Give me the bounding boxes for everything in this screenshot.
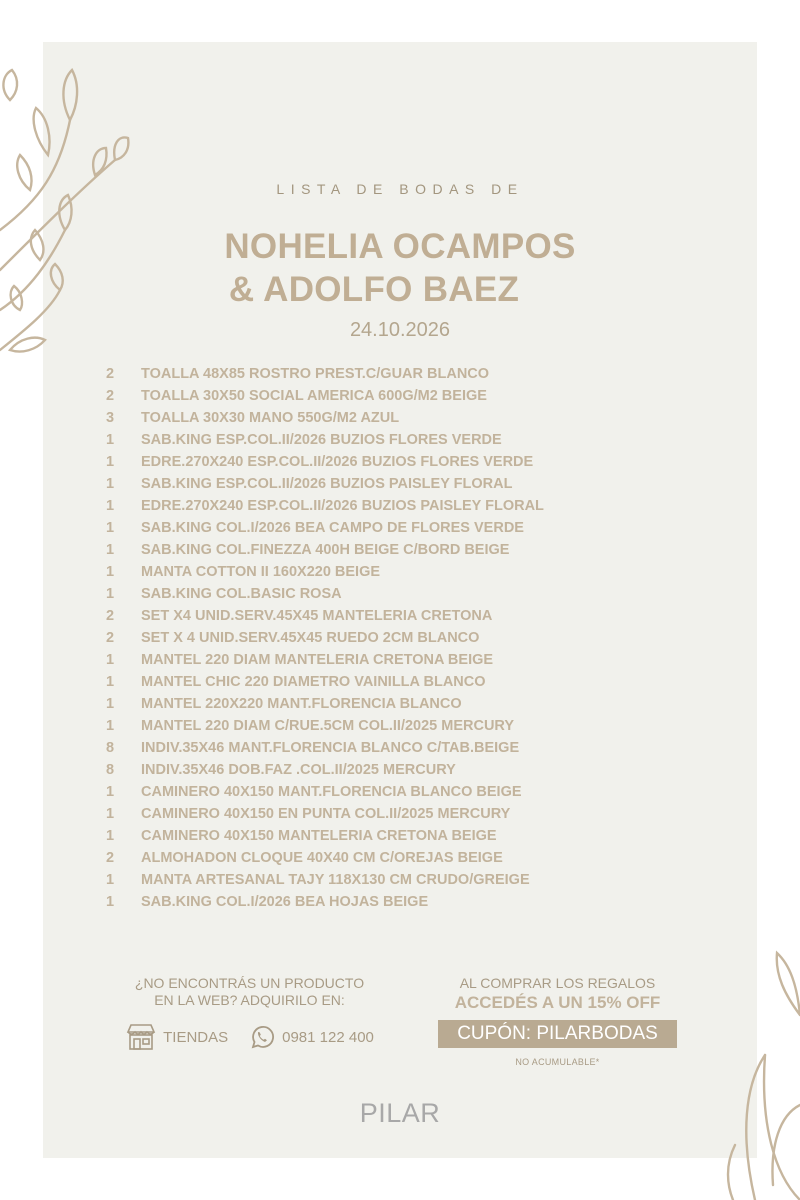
- item-desc: SAB.KING ESP.COL.II/2026 BUZIOS FLORES VERDE: [141, 432, 502, 448]
- store-info: [112, 975, 387, 1051]
- item-desc: SAB.KING COL.I/2026 BEA CAMPO DE FLORES VERDE: [141, 520, 524, 536]
- item-qty: 2: [106, 630, 115, 646]
- list-item: [106, 693, 544, 715]
- stores-label: TIENDAS: [163, 1028, 229, 1046]
- wedding-date: 24.10.2026: [349, 319, 451, 341]
- item-qty: 1: [106, 894, 115, 910]
- item-qty: 1: [106, 498, 115, 514]
- item-qty: 2: [106, 388, 115, 404]
- item-desc: SET X4 UNID.SERV.45X45 MANTELERIA CRETONA: [141, 608, 493, 624]
- item-qty: 2: [106, 850, 115, 866]
- item-desc: MANTEL 220 DIAM C/RUE.5CM COL.II/2025 MERCURY: [141, 718, 515, 734]
- list-item: [106, 847, 544, 869]
- item-desc: MANTEL 220X220 MANT.FLORENCIA BLANCO: [141, 696, 462, 712]
- item-desc: ALMOHADON CLOQUE 40X40 CM C/OREJAS BEIGE: [141, 850, 503, 866]
- list-item: [106, 583, 544, 605]
- item-qty: 2: [106, 608, 115, 624]
- list-item: [106, 605, 544, 627]
- item-desc: TOALLA 30X30 MANO 550G/M2 AZUL: [141, 410, 400, 426]
- item-qty: 1: [106, 542, 115, 558]
- item-desc: SAB.KING COL.FINEZZA 400H BEIGE C/BORD BEIGE: [141, 542, 510, 558]
- store-icon: [125, 1023, 157, 1051]
- item-desc: SET X 4 UNID.SERV.45X45 RUEDO 2CM BLANCO: [141, 630, 480, 646]
- list-item: [106, 869, 544, 891]
- item-desc: INDIV.35X46 MANT.FLORENCIA BLANCO C/TAB.BEIGE: [141, 740, 520, 756]
- list-item: [106, 715, 544, 737]
- item-qty: 8: [106, 740, 115, 756]
- list-item: [106, 429, 544, 451]
- list-item: [106, 627, 544, 649]
- item-qty: 1: [106, 432, 115, 448]
- contact-row: [112, 1023, 387, 1051]
- item-qty: 1: [106, 806, 115, 822]
- coupon-badge: CUPÓN: PILARBODAS: [438, 1020, 677, 1048]
- promo-line1: AL COMPRAR LOS REGALOS: [459, 975, 656, 991]
- item-qty: 1: [106, 828, 115, 844]
- list-item: [106, 539, 544, 561]
- list-item: [106, 671, 544, 693]
- promo-note: NO ACUMULABLE*: [515, 1057, 600, 1067]
- list-item: [106, 451, 544, 473]
- list-subtitle: LISTA DE BODAS DE: [276, 181, 524, 197]
- list-item: [106, 891, 544, 913]
- leaf-branch-right-decoration: [715, 945, 800, 1200]
- item-desc: SAB.KING ESP.COL.II/2026 BUZIOS PAISLEY FLORAL: [141, 476, 513, 492]
- list-item: [106, 473, 544, 495]
- list-item: [106, 517, 544, 539]
- list-item: [106, 363, 544, 385]
- couple-name-line1: NOHELIA OCAMPOS: [224, 227, 576, 266]
- list-item: [106, 649, 544, 671]
- item-qty: 1: [106, 872, 115, 888]
- item-qty: 1: [106, 520, 115, 536]
- whatsapp-icon: [248, 1023, 276, 1051]
- item-desc: CAMINERO 40X150 EN PUNTA COL.II/2025 MERCURY: [141, 806, 511, 822]
- list-item: [106, 561, 544, 583]
- item-desc: EDRE.270X240 ESP.COL.II/2026 BUZIOS FLORES VERDE: [141, 454, 534, 470]
- phone-number: 0981 122 400: [282, 1028, 374, 1046]
- item-qty: 1: [106, 586, 115, 602]
- promo-line2: ACCEDÉS A UN 15% OFF: [454, 993, 661, 1012]
- item-desc: TOALLA 30X50 SOCIAL AMERICA 600G/M2 BEIGE: [141, 388, 487, 404]
- item-qty: 1: [106, 454, 115, 470]
- item-desc: MANTA COTTON II 160X220 BEIGE: [141, 564, 381, 580]
- item-desc: CAMINERO 40X150 MANT.FLORENCIA BLANCO BEIGE: [141, 784, 522, 800]
- item-qty: 1: [106, 784, 115, 800]
- list-item: [106, 781, 544, 803]
- list-item: [106, 407, 544, 429]
- item-qty: 1: [106, 718, 115, 734]
- brand-logo: PILAR: [359, 1098, 441, 1128]
- gift-list: [106, 363, 544, 913]
- item-qty: 1: [106, 674, 115, 690]
- item-desc: TOALLA 48X85 ROSTRO PREST.C/GUAR BLANCO: [141, 366, 490, 382]
- item-qty: 8: [106, 762, 115, 778]
- item-desc: INDIV.35X46 DOB.FAZ .COL.II/2025 MERCURY: [141, 762, 456, 778]
- item-qty: 1: [106, 652, 115, 668]
- item-qty: 3: [106, 410, 115, 426]
- leaf-branch-left-decoration: [0, 60, 140, 360]
- item-desc: EDRE.270X240 ESP.COL.II/2026 BUZIOS PAISLEY FLORAL: [141, 498, 544, 514]
- item-desc: MANTEL CHIC 220 DIAMETRO VAINILLA BLANCO: [141, 674, 486, 690]
- list-item: [106, 825, 544, 847]
- not-found-line1: ¿NO ENCONTRÁS UN PRODUCTO: [134, 975, 365, 991]
- item-qty: 1: [106, 696, 115, 712]
- item-desc: SAB.KING COL.BASIC ROSA: [141, 586, 342, 602]
- list-item: [106, 737, 544, 759]
- item-desc: MANTEL 220 DIAM MANTELERIA CRETONA BEIGE: [141, 652, 494, 668]
- list-item: [106, 495, 544, 517]
- couple-name-line2: & ADOLFO BAEZ: [228, 270, 520, 309]
- item-qty: 1: [106, 564, 115, 580]
- item-desc: CAMINERO 40X150 MANTELERIA CRETONA BEIGE: [141, 828, 497, 844]
- not-found-line2: EN LA WEB? ADQUIRILO EN:: [154, 992, 345, 1008]
- promo-info: [430, 975, 685, 1067]
- item-desc: SAB.KING COL.I/2026 BEA HOJAS BEIGE: [141, 894, 429, 910]
- item-qty: 1: [106, 476, 115, 492]
- item-desc: MANTA ARTESANAL TAJY 118X130 CM CRUDO/GREIGE: [141, 872, 530, 888]
- list-item: [106, 759, 544, 781]
- item-qty: 2: [106, 366, 115, 382]
- list-item: [106, 803, 544, 825]
- list-item: [106, 385, 544, 407]
